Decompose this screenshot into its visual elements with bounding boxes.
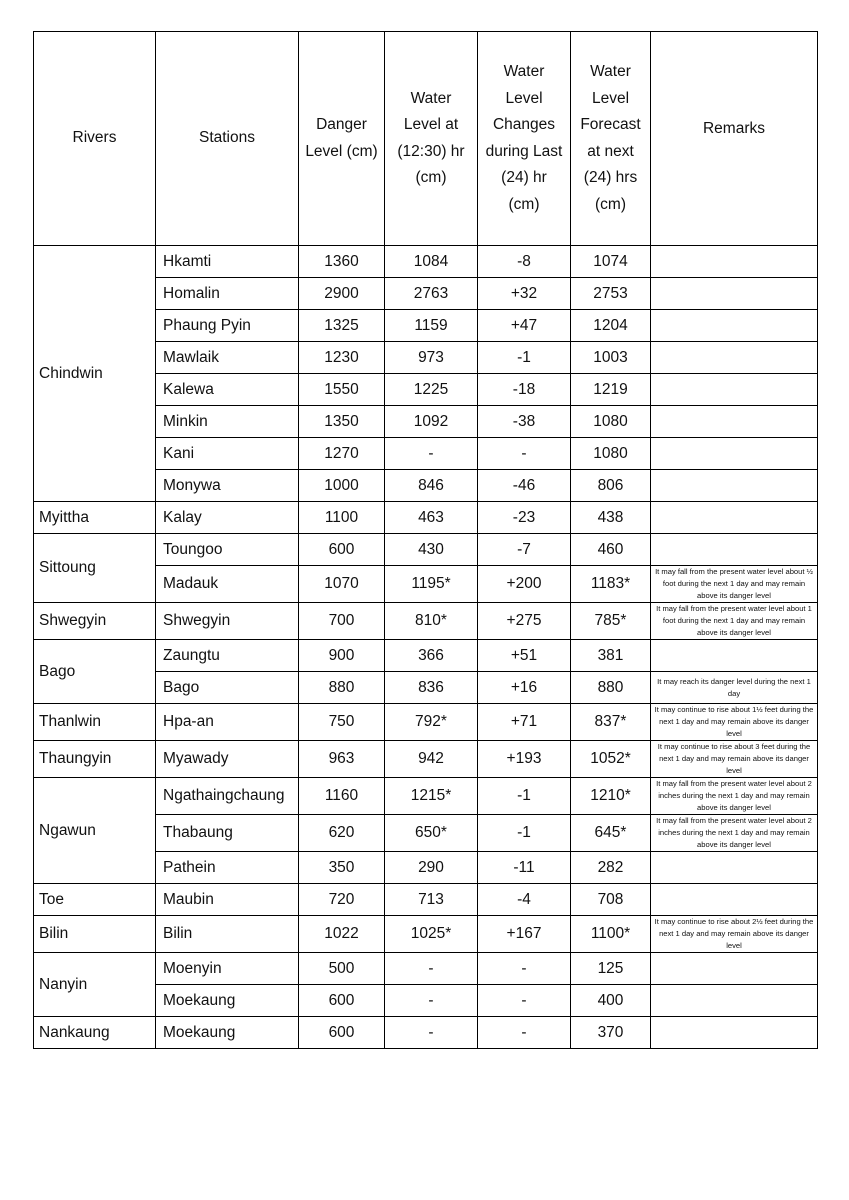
table-body <box>34 246 818 1049</box>
station-cell: Myawady <box>156 741 299 778</box>
water-level-cell: 1084 <box>385 246 478 278</box>
forecast-cell: 282 <box>571 852 651 884</box>
change-cell: - <box>478 953 571 985</box>
change-cell: +16 <box>478 672 571 704</box>
river-cell: Nanyin <box>34 953 156 1017</box>
forecast-cell: 381 <box>571 640 651 672</box>
danger-level-cell: 700 <box>299 603 385 640</box>
danger-level-cell: 900 <box>299 640 385 672</box>
table-row <box>34 640 818 672</box>
station-cell: Thabaung <box>156 815 299 852</box>
table-row <box>34 1017 818 1049</box>
forecast-cell: 1052* <box>571 741 651 778</box>
change-cell: -7 <box>478 534 571 566</box>
rivers-header: Rivers <box>34 32 156 246</box>
remarks-cell: It may continue to rise about 3 feet during the next 1 day and may remain above its danger level <box>651 741 818 778</box>
station-cell: Ngathaingchaung <box>156 778 299 815</box>
danger-level-cell: 1270 <box>299 438 385 470</box>
river-cell: Thanlwin <box>34 704 156 741</box>
station-cell: Minkin <box>156 406 299 438</box>
danger-level-cell: 1160 <box>299 778 385 815</box>
water-level-cell: 1159 <box>385 310 478 342</box>
station-cell: Kalay <box>156 502 299 534</box>
table-row <box>34 502 818 534</box>
forecast-cell: 785* <box>571 603 651 640</box>
forecast-cell: 460 <box>571 534 651 566</box>
remarks-cell <box>651 1017 818 1049</box>
remarks-cell <box>651 470 818 502</box>
danger-level-cell: 2900 <box>299 278 385 310</box>
station-cell: Shwegyin <box>156 603 299 640</box>
forecast-cell: 1204 <box>571 310 651 342</box>
river-cell: Bilin <box>34 916 156 953</box>
table-row <box>34 603 818 640</box>
danger-level-cell: 1230 <box>299 342 385 374</box>
station-cell: Toungoo <box>156 534 299 566</box>
station-cell: Madauk <box>156 566 299 603</box>
change-cell: -23 <box>478 502 571 534</box>
water-level-cell: 1215* <box>385 778 478 815</box>
forecast-cell: 1100* <box>571 916 651 953</box>
remarks-cell <box>651 374 818 406</box>
change-cell: -18 <box>478 374 571 406</box>
remarks-cell <box>651 640 818 672</box>
remarks-cell <box>651 342 818 374</box>
remarks-cell: It may fall from the present water level about 2 inches during the next 1 day and may remain above its danger level <box>651 778 818 815</box>
forecast-cell: 1003 <box>571 342 651 374</box>
danger-level-cell: 1350 <box>299 406 385 438</box>
change-cell: +47 <box>478 310 571 342</box>
forecast-cell: 1074 <box>571 246 651 278</box>
table-row <box>34 953 818 985</box>
forecast-cell: 2753 <box>571 278 651 310</box>
station-cell: Mawlaik <box>156 342 299 374</box>
danger-level-cell: 600 <box>299 534 385 566</box>
danger-level-cell: 1022 <box>299 916 385 953</box>
header-row <box>34 32 818 246</box>
water-level-cell: 792* <box>385 704 478 741</box>
remarks-cell: It may fall from the present water level about 1 foot during the next 1 day and may remain above its danger level <box>651 603 818 640</box>
danger-level-cell: 600 <box>299 1017 385 1049</box>
water-level-cell: 836 <box>385 672 478 704</box>
station-cell: Monywa <box>156 470 299 502</box>
remarks-cell: It may fall from the present water level about 2 inches during the next 1 day and may remain above its danger level <box>651 815 818 852</box>
change-cell: - <box>478 1017 571 1049</box>
water-level-cell: 942 <box>385 741 478 778</box>
change-cell: -4 <box>478 884 571 916</box>
table-row <box>34 534 818 566</box>
danger-level-cell: 1100 <box>299 502 385 534</box>
remarks-cell: It may reach its danger level during the next 1 day <box>651 672 818 704</box>
station-cell: Homalin <box>156 278 299 310</box>
change-cell: +193 <box>478 741 571 778</box>
remarks-cell <box>651 953 818 985</box>
remarks-cell <box>651 246 818 278</box>
change-cell: -8 <box>478 246 571 278</box>
river-cell: Ngawun <box>34 778 156 884</box>
remarks-cell <box>651 438 818 470</box>
change-cell: -38 <box>478 406 571 438</box>
forecast-cell: 806 <box>571 470 651 502</box>
change-cell: +200 <box>478 566 571 603</box>
table-row <box>34 778 818 815</box>
water-level-cell: 1025* <box>385 916 478 953</box>
change-cell: +32 <box>478 278 571 310</box>
danger-level-cell: 1000 <box>299 470 385 502</box>
station-cell: Zaungtu <box>156 640 299 672</box>
danger-level-cell: 1325 <box>299 310 385 342</box>
change-cell: +275 <box>478 603 571 640</box>
river-cell: Nankaung <box>34 1017 156 1049</box>
remarks-cell <box>651 278 818 310</box>
change-cell: - <box>478 438 571 470</box>
water-level-cell: 973 <box>385 342 478 374</box>
danger-level-cell: 750 <box>299 704 385 741</box>
station-cell: Moekaung <box>156 1017 299 1049</box>
forecast-cell: 438 <box>571 502 651 534</box>
remarks-cell <box>651 310 818 342</box>
remarks-cell <box>651 884 818 916</box>
station-cell: Bilin <box>156 916 299 953</box>
forecast-cell: 370 <box>571 1017 651 1049</box>
river-cell: Shwegyin <box>34 603 156 640</box>
water-level-table <box>33 31 818 1049</box>
river-cell: Toe <box>34 884 156 916</box>
remarks-cell <box>651 406 818 438</box>
remarks-cell <box>651 852 818 884</box>
table-row <box>34 741 818 778</box>
table-row <box>34 916 818 953</box>
remarks-cell: It may fall from the present water level about ½ foot during the next 1 day and may remain above its danger level <box>651 566 818 603</box>
remarks-cell <box>651 502 818 534</box>
station-cell: Phaung Pyin <box>156 310 299 342</box>
forecast-cell: 1080 <box>571 406 651 438</box>
change-cell: +167 <box>478 916 571 953</box>
remarks-cell <box>651 534 818 566</box>
remarks-cell <box>651 985 818 1017</box>
river-cell: Myittha <box>34 502 156 534</box>
table-row <box>34 246 818 278</box>
water-level-cell: 366 <box>385 640 478 672</box>
forecast-cell: 645* <box>571 815 651 852</box>
forecast-cell: 1183* <box>571 566 651 603</box>
water-level-cell: 1092 <box>385 406 478 438</box>
water-level-cell: 1225 <box>385 374 478 406</box>
water-level-header: Water Level at (12:30) hr (cm) <box>385 32 478 246</box>
change-cell: - <box>478 985 571 1017</box>
station-cell: Hkamti <box>156 246 299 278</box>
stations-header: Stations <box>156 32 299 246</box>
forecast-cell: 400 <box>571 985 651 1017</box>
water-level-cell: 650* <box>385 815 478 852</box>
danger-level-cell: 620 <box>299 815 385 852</box>
river-cell: Chindwin <box>34 246 156 502</box>
water-level-cell: - <box>385 1017 478 1049</box>
water-level-cell: - <box>385 985 478 1017</box>
river-cell: Sittoung <box>34 534 156 603</box>
water-level-cell: 430 <box>385 534 478 566</box>
danger-level-cell: 1070 <box>299 566 385 603</box>
danger-level-cell: 500 <box>299 953 385 985</box>
remarks-cell: It may continue to rise about 2½ feet during the next 1 day and may remain above its danger level <box>651 916 818 953</box>
danger-level-cell: 963 <box>299 741 385 778</box>
change-cell: -1 <box>478 342 571 374</box>
water-level-cell: - <box>385 438 478 470</box>
water-level-cell: 2763 <box>385 278 478 310</box>
remarks-header: Remarks <box>651 32 818 246</box>
river-cell: Bago <box>34 640 156 704</box>
change-cell: -11 <box>478 852 571 884</box>
changes-header: Water Level Changes during Last (24) hr (cm) <box>478 32 571 246</box>
change-cell: +51 <box>478 640 571 672</box>
station-cell: Moekaung <box>156 985 299 1017</box>
water-level-cell: 463 <box>385 502 478 534</box>
danger-level-header: Danger Level (cm) <box>299 32 385 246</box>
forecast-cell: 1080 <box>571 438 651 470</box>
forecast-cell: 125 <box>571 953 651 985</box>
change-cell: -46 <box>478 470 571 502</box>
danger-level-cell: 720 <box>299 884 385 916</box>
water-level-cell: 846 <box>385 470 478 502</box>
station-cell: Moenyin <box>156 953 299 985</box>
danger-level-cell: 880 <box>299 672 385 704</box>
water-level-cell: 713 <box>385 884 478 916</box>
station-cell: Hpa-an <box>156 704 299 741</box>
table-row <box>34 884 818 916</box>
forecast-cell: 880 <box>571 672 651 704</box>
change-cell: +71 <box>478 704 571 741</box>
danger-level-cell: 1360 <box>299 246 385 278</box>
water-level-cell: - <box>385 953 478 985</box>
forecast-cell: 837* <box>571 704 651 741</box>
station-cell: Pathein <box>156 852 299 884</box>
water-level-cell: 290 <box>385 852 478 884</box>
change-cell: -1 <box>478 815 571 852</box>
station-cell: Bago <box>156 672 299 704</box>
remarks-cell: It may continue to rise about 1½ feet during the next 1 day and may remain above its danger level <box>651 704 818 741</box>
river-cell: Thaungyin <box>34 741 156 778</box>
forecast-cell: 1210* <box>571 778 651 815</box>
forecast-cell: 1219 <box>571 374 651 406</box>
water-level-cell: 810* <box>385 603 478 640</box>
station-cell: Kalewa <box>156 374 299 406</box>
danger-level-cell: 1550 <box>299 374 385 406</box>
danger-level-cell: 600 <box>299 985 385 1017</box>
water-level-cell: 1195* <box>385 566 478 603</box>
station-cell: Kani <box>156 438 299 470</box>
danger-level-cell: 350 <box>299 852 385 884</box>
change-cell: -1 <box>478 778 571 815</box>
forecast-header: Water Level Forecast at next (24) hrs (cm) <box>571 32 651 246</box>
forecast-cell: 708 <box>571 884 651 916</box>
station-cell: Maubin <box>156 884 299 916</box>
table-row <box>34 704 818 741</box>
